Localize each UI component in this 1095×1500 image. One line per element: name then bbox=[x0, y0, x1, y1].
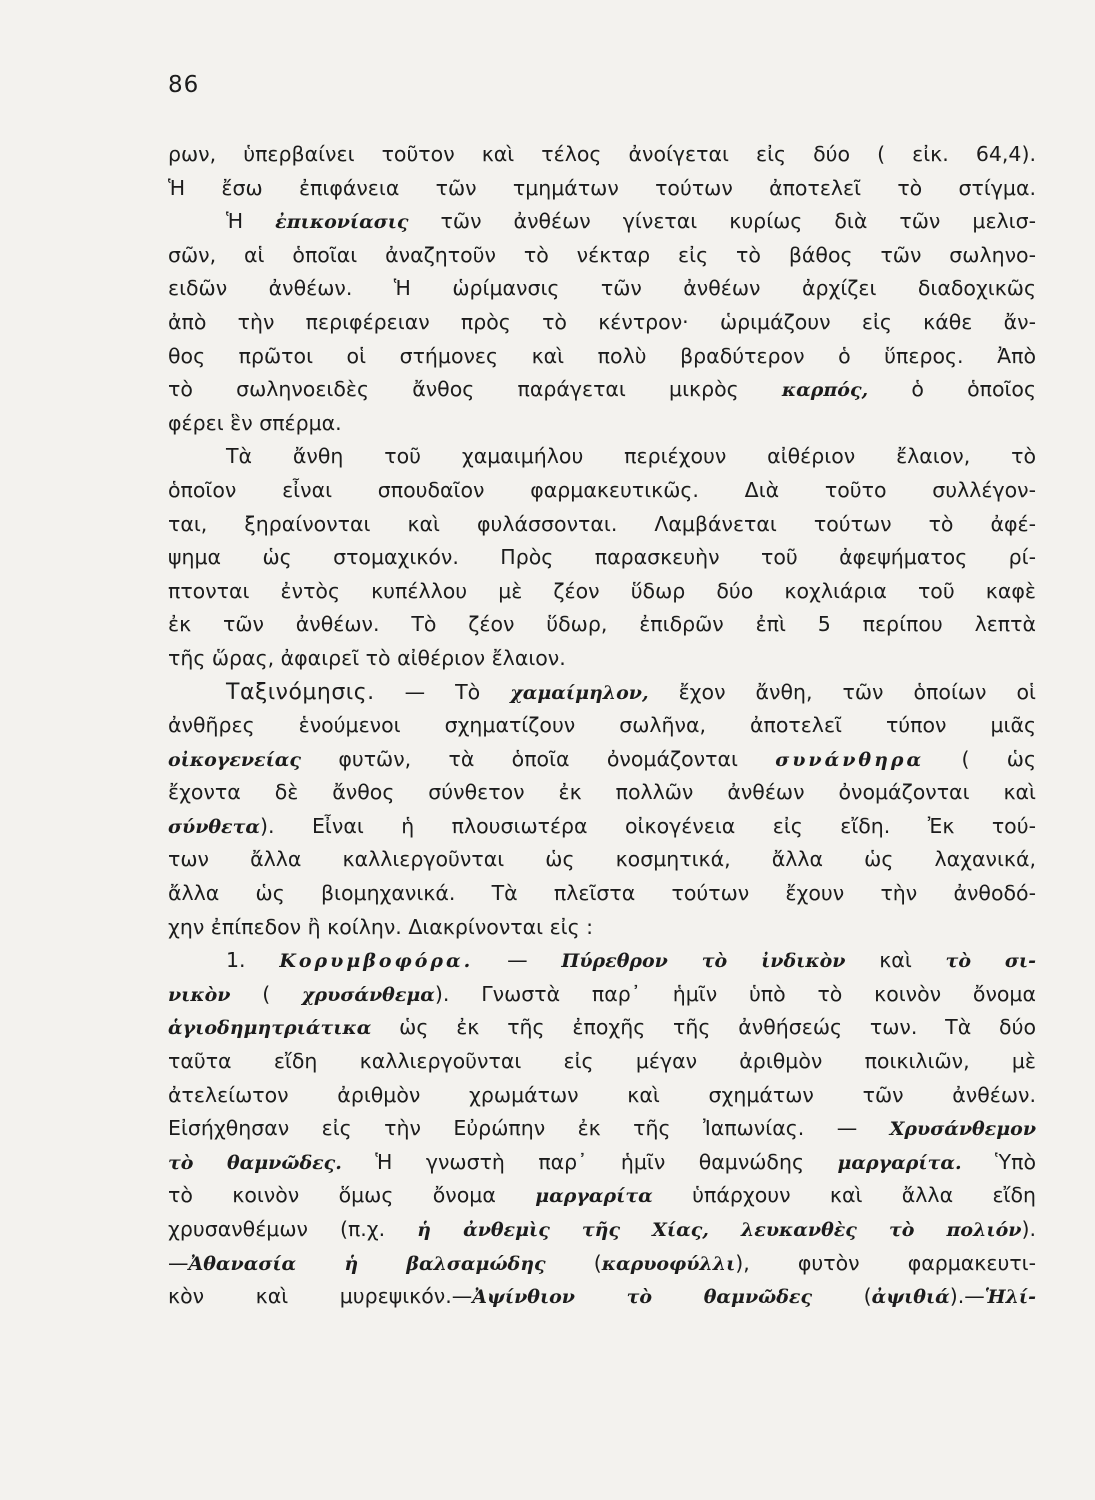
text-line bbox=[168, 440, 1036, 474]
emphasized-term: ἡ ἀνθεμὶς τῆς Χίας, λευκανθὲς τὸ πολιόν bbox=[417, 1219, 1022, 1241]
emphasized-term: χαμαίμηλον, bbox=[510, 681, 649, 704]
text-line bbox=[168, 1247, 1036, 1281]
text-segment: ἀτελείωτον ἀριθμὸν χρωμάτων καὶ σχημάτων τῶν ἀνθέων. bbox=[168, 1082, 1036, 1107]
text-line bbox=[168, 608, 1036, 642]
text-line bbox=[168, 1045, 1036, 1079]
text-segment: ψημα ὡς στομαχικόν. Πρὸς παρασκευὴν τοῦ ἀφεψήματος ρί- bbox=[168, 545, 1036, 570]
emphasized-term: Ἀθανασία ἡ βαλσαμώδης bbox=[188, 1252, 546, 1275]
text-line bbox=[168, 743, 1036, 777]
text-segment: — Τὸ bbox=[374, 679, 511, 704]
text-line bbox=[168, 474, 1036, 508]
text-line bbox=[168, 541, 1036, 575]
text-segment: Τὰ ἄνθη τοῦ χαμαιμήλου περιέχουν αἰθέριον ἔλαιον, τὸ bbox=[226, 444, 1036, 469]
emphasized-term: καρπός, bbox=[781, 379, 869, 402]
text-segment: ( bbox=[812, 1284, 872, 1309]
text-line bbox=[168, 642, 1036, 676]
text-segment: 1. bbox=[226, 948, 280, 973]
text-line bbox=[168, 407, 1036, 441]
emphasized-term: τὸ θαμνῶδες. bbox=[168, 1151, 342, 1174]
text-segment: ἔχοντα δὲ ἄνθος σύνθετον ἐκ πολλῶν ἀνθέων ὀνομάζονται καὶ bbox=[168, 780, 1036, 805]
emphasized-term: ἁγιοδημητριάτικα bbox=[168, 1017, 372, 1040]
emphasized-term: ἐπικονίασις bbox=[275, 211, 409, 234]
text-segment: ), φυτὸν φαρμακευτι- bbox=[735, 1250, 1036, 1275]
text-segment: ). Εἶναι ἡ πλουσιωτέρα οἰκογένεια εἰς εἴδη. Ἐκ τού- bbox=[260, 813, 1036, 838]
text-line bbox=[168, 709, 1036, 743]
text-segment: φυτῶν, τὰ ὁποῖα ὀνομάζονται bbox=[301, 746, 776, 771]
section-heading: Ταξινόμησις. bbox=[226, 679, 375, 705]
text-line bbox=[168, 373, 1036, 407]
emphasized-term: χρυσάνθεμα bbox=[302, 983, 435, 1006]
body-text bbox=[168, 138, 1036, 1314]
emphasized-term: Ἡλί- bbox=[984, 1286, 1036, 1309]
text-segment: πτονται ἐντὸς κυπέλλου μὲ ζέον ὕδωρ δύο κοχλιάρια τοῦ καφὲ bbox=[168, 578, 1036, 603]
text-segment: τὸ σωληνοειδὲς ἄνθος παράγεται μικρὸς bbox=[168, 377, 782, 402]
emphasized-term: Κορυμβοφόρα. bbox=[279, 950, 474, 973]
text-segment: κὸν καὶ μυρεψικόν.— bbox=[168, 1284, 473, 1309]
text-segment: Ἡ bbox=[226, 209, 276, 234]
emphasized-term: οἰκογενείας bbox=[168, 748, 301, 771]
text-line bbox=[168, 205, 1036, 239]
text-segment: Ἡ ἔσω ἐπιφάνεια τῶν τμημάτων τούτων ἀποτελεῖ τὸ στίγμα. bbox=[168, 175, 1036, 200]
text-line bbox=[168, 272, 1036, 306]
text-line bbox=[168, 944, 1036, 978]
text-segment: τῆς ὥρας, ἀφαιρεῖ τὸ αἰθέριον ἔλαιον. bbox=[168, 645, 566, 670]
text-segment: ὡς ἐκ τῆς ἐποχῆς τῆς ἀνθήσεώς των. Τὰ δύο bbox=[371, 1015, 1036, 1040]
text-segment: των ἄλλα καλλιεργοῦνται ὡς κοσμητικά, ἄλλα ὡς λαχανικά, bbox=[168, 847, 1036, 872]
text-segment: ὑπάρχουν καὶ ἄλλα εἴδη bbox=[652, 1183, 1036, 1208]
text-segment: ὁ ὁποῖος bbox=[868, 377, 1036, 402]
text-line bbox=[168, 776, 1036, 810]
text-segment: Ἡ γνωστὴ παρ᾽ ἡμῖν θαμνώδης bbox=[341, 1149, 838, 1174]
text-segment: ὁποῖον εἶναι σπουδαῖον φαρμακευτικῶς. Διὰ τοῦτο συλλέγον- bbox=[168, 477, 1036, 502]
emphasized-term: ἀψιθιά bbox=[871, 1286, 950, 1309]
text-line bbox=[168, 810, 1036, 844]
text-segment: τὸ κοινὸν ὅμως ὄνομα bbox=[168, 1183, 536, 1208]
text-segment: ἀνθῆρες ἑνούμενοι σχηματίζουν σωλῆνα, ἀποτελεῖ τύπον μιᾶς bbox=[168, 713, 1036, 738]
text-line bbox=[168, 575, 1036, 609]
text-segment: ( bbox=[230, 981, 303, 1006]
text-segment: ταῦτα εἴδη καλλιεργοῦνται εἰς μέγαν ἀριθμὸν ποικιλιῶν, μὲ bbox=[168, 1049, 1036, 1074]
text-segment: — bbox=[168, 1250, 189, 1275]
text-segment: τῶν ἀνθέων γίνεται κυρίως διὰ τῶν μελισ- bbox=[408, 209, 1036, 234]
emphasized-term: Πύρεθρον τὸ ἰνδικὸν bbox=[561, 950, 846, 973]
text-line bbox=[168, 1280, 1036, 1314]
text-line bbox=[168, 239, 1036, 273]
text-line bbox=[168, 1213, 1036, 1247]
text-line bbox=[168, 306, 1036, 340]
text-line bbox=[168, 843, 1036, 877]
text-line bbox=[168, 138, 1036, 172]
text-segment: Ὑπὸ bbox=[961, 1149, 1036, 1174]
text-segment: ειδῶν ἀνθέων. Ἡ ὡρίμανσις τῶν ἀνθέων ἀρχίζει διαδοχικῶς bbox=[168, 276, 1036, 301]
text-line bbox=[168, 1112, 1036, 1146]
text-segment: Εἰσήχθησαν εἰς τὴν Εὐρώπην ἐκ τῆς Ἰαπωνίας. — bbox=[168, 1116, 890, 1141]
text-segment: ἀπὸ τὴν περιφέρειαν πρὸς τὸ κέντρον· ὡριμάζουν εἰς κάθε ἄν- bbox=[168, 309, 1036, 334]
text-segment: χρυσανθέμων (π.χ. bbox=[168, 1217, 418, 1241]
text-line bbox=[168, 1146, 1036, 1180]
text-line bbox=[168, 172, 1036, 206]
text-line bbox=[168, 1079, 1036, 1113]
emphasized-term: μαργαρίτα bbox=[535, 1185, 653, 1208]
emphasized-term: συνάνθηρα bbox=[775, 748, 925, 771]
text-segment: καὶ bbox=[845, 948, 946, 973]
page-number: 86 bbox=[168, 72, 200, 98]
text-segment: χην ἐπίπεδον ἢ κοίλην. Διακρίνονται εἰς : bbox=[168, 914, 594, 939]
text-segment: ἄλλα ὡς βιομηχανικά. Τὰ πλεῖστα τούτων ἔχουν τὴν ἀνθοδό- bbox=[168, 881, 1036, 906]
text-segment: ). Γνωστὰ παρ᾽ ἡμῖν ὑπὸ τὸ κοινὸν ὄνομα bbox=[434, 981, 1036, 1006]
text-segment: ἔχον ἄνθη, τῶν ὁποίων οἱ bbox=[648, 679, 1036, 704]
emphasized-term: τὸ σι- bbox=[945, 950, 1036, 973]
text-segment: ται, ξηραίνονται καὶ φυλάσσονται. Λαμβάνεται τούτων τὸ ἀφέ- bbox=[168, 511, 1036, 536]
text-line bbox=[168, 508, 1036, 542]
text-segment: ).— bbox=[949, 1284, 985, 1309]
emphasized-term: καρυοφύλλι bbox=[601, 1252, 736, 1275]
text-line bbox=[168, 911, 1036, 945]
text-segment: φέρει ἓν σπέρμα. bbox=[168, 410, 342, 435]
text-segment: ( ὡς bbox=[924, 746, 1036, 771]
text-line bbox=[168, 676, 1036, 710]
text-segment: — bbox=[473, 948, 562, 973]
emphasized-term: Ἀψίνθιον τὸ θαμνῶδες bbox=[472, 1286, 813, 1309]
text-segment: ἐκ τῶν ἀνθέων. Τὸ ζέον ὕδωρ, ἐπιδρῶν ἐπὶ 5 περίπου λεπτὰ bbox=[168, 612, 1036, 637]
text-segment: ρων, ὑπερβαίνει τοῦτον καὶ τέλος ἀνοίγεται εἰς δύο ( εἰκ. 64,4). bbox=[168, 142, 1036, 166]
emphasized-term: μαργαρίτα. bbox=[837, 1151, 962, 1174]
text-line bbox=[168, 1011, 1036, 1045]
text-segment: θος πρῶτοι οἱ στήμονες καὶ πολὺ βραδύτερον ὁ ὕπερος. Ἀπὸ bbox=[168, 343, 1036, 368]
text-line bbox=[168, 877, 1036, 911]
emphasized-term: νικὸν bbox=[168, 983, 231, 1006]
text-line bbox=[168, 1179, 1036, 1213]
text-line bbox=[168, 978, 1036, 1012]
text-line bbox=[168, 340, 1036, 374]
text-segment: ( bbox=[545, 1250, 602, 1275]
text-segment: σῶν, αἱ ὁποῖαι ἀναζητοῦν τὸ νέκταρ εἰς τὸ βάθος τῶν σωληνο- bbox=[168, 242, 1036, 267]
text-segment: ). bbox=[1021, 1217, 1036, 1241]
emphasized-term: σύνθετα bbox=[168, 815, 261, 838]
emphasized-term: Χρυσάνθεμον bbox=[889, 1118, 1036, 1141]
